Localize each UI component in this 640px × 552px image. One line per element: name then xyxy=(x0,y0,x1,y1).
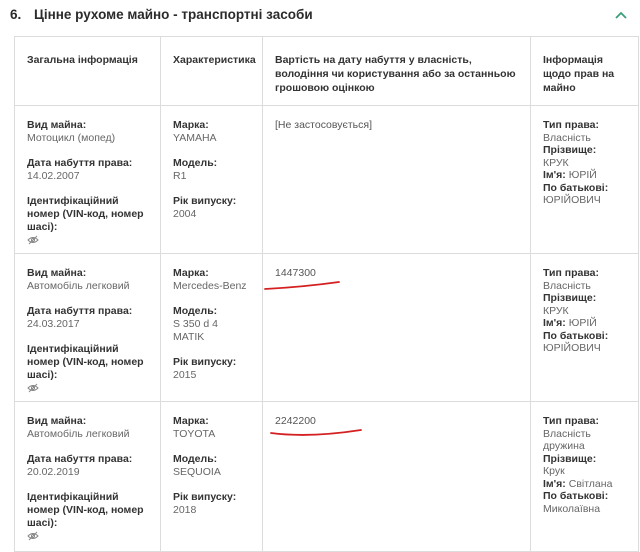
general-cell xyxy=(15,402,161,552)
rights-cell xyxy=(531,106,639,254)
value-text: 2242200 xyxy=(275,415,316,427)
value-cell xyxy=(263,106,531,254)
value-cell xyxy=(263,402,531,552)
year-label: Рік випуску: xyxy=(173,195,237,207)
model-label: Модель: xyxy=(173,157,218,169)
patronymic-label: По батькові: xyxy=(543,329,609,342)
model-value: SEQUOIA xyxy=(173,466,221,478)
right-type-value: Власність xyxy=(543,279,591,292)
year-label: Рік випуску: xyxy=(173,356,237,368)
name-value: ЮРІЙ xyxy=(568,317,597,329)
date-label: Дата набуття права: xyxy=(27,157,133,169)
kind-value: Автомобіль легковий xyxy=(27,280,130,292)
date-value: 14.02.2007 xyxy=(27,170,80,182)
kind-label: Вид майна: xyxy=(27,415,87,427)
characteristic-cell xyxy=(161,402,263,552)
model-value: S 350 d 4 MATIK xyxy=(173,318,218,343)
characteristic-cell xyxy=(161,106,263,254)
kind-label: Вид майна: xyxy=(27,119,87,131)
patronymic-value: ЮРІЙОВИЧ xyxy=(543,194,601,206)
name-value: Світлана xyxy=(568,477,613,490)
year-value: 2015 xyxy=(173,369,197,381)
kind-label: Вид майна: xyxy=(27,267,87,279)
model-label: Модель: xyxy=(173,453,218,465)
header-general: Загальна інформація xyxy=(15,37,161,106)
right-type-label: Тип права: xyxy=(543,415,599,427)
surname-label: Прізвище: xyxy=(543,144,597,156)
brand-label: Марка: xyxy=(173,415,209,427)
table-row xyxy=(15,106,639,254)
section-number: 6. xyxy=(10,7,22,22)
patronymic-value: Миколаївна xyxy=(543,502,601,515)
value-text: 1447300 xyxy=(275,267,316,279)
vehicles-table xyxy=(14,36,639,552)
right-type-label: Тип права: xyxy=(543,267,599,279)
eye-slash-icon xyxy=(27,531,39,541)
value-cell xyxy=(263,254,531,402)
date-label: Дата набуття права: xyxy=(27,453,133,465)
kind-value: Автомобіль легковий xyxy=(27,428,130,440)
name-label: Ім'я: xyxy=(543,317,566,329)
patronymic-label: По батькові: xyxy=(543,490,609,502)
table-row xyxy=(15,402,639,552)
name-label: Ім'я: xyxy=(543,169,566,181)
patronymic-label: По батькові: xyxy=(543,181,609,194)
year-label: Рік випуску: xyxy=(173,491,237,503)
table-row xyxy=(15,254,639,402)
general-cell xyxy=(15,106,161,254)
right-type-value: Власність xyxy=(543,131,591,144)
date-label: Дата набуття права: xyxy=(27,305,133,317)
rights-cell xyxy=(531,254,639,402)
value-text: [Не застосовується] xyxy=(275,119,372,131)
surname-value: Крук xyxy=(543,465,565,477)
surname-value: КРУК xyxy=(543,304,569,317)
vin-label: Ідентифікаційний номер (VIN-код, номер шасі): xyxy=(27,195,144,233)
characteristic-cell xyxy=(161,254,263,402)
header-characteristic: Характеристика xyxy=(161,37,263,106)
surname-label: Прізвище: xyxy=(543,452,597,465)
brand-value: Mercedes-Benz xyxy=(173,280,247,292)
name-value: ЮРІЙ xyxy=(568,169,597,181)
section-header[interactable] xyxy=(0,0,640,32)
general-cell xyxy=(15,254,161,402)
brand-value: TOYOTA xyxy=(173,428,216,440)
surname-label: Прізвище: xyxy=(543,292,597,304)
red-underline-mark xyxy=(263,278,353,292)
model-label: Модель: xyxy=(173,305,218,317)
red-underline-mark xyxy=(269,424,367,440)
vin-label: Ідентифікаційний номер (VIN-код, номер шасі): xyxy=(27,491,144,529)
kind-value: Мотоцикл (мопед) xyxy=(27,132,116,144)
brand-value: YAMAHA xyxy=(173,132,217,144)
name-label: Ім'я: xyxy=(543,477,566,490)
eye-slash-icon xyxy=(27,235,39,245)
eye-slash-icon xyxy=(27,383,39,393)
chevron-up-icon[interactable] xyxy=(614,9,628,23)
section-title: Цінне рухоме майно - транспортні засоби xyxy=(34,7,313,22)
patronymic-value: ЮРІЙОВИЧ xyxy=(543,342,601,354)
header-value: Вартість на дату набуття у власність, володіння чи користування або за останньою грошовою оцінкою xyxy=(263,37,531,106)
date-value: 20.02.2019 xyxy=(27,466,80,478)
brand-label: Марка: xyxy=(173,267,209,279)
year-value: 2018 xyxy=(173,504,197,516)
rights-cell xyxy=(531,402,639,552)
surname-value: КРУК xyxy=(543,156,569,169)
table-header-row xyxy=(15,37,639,106)
header-rights: Інформація щодо прав на майно xyxy=(531,37,639,106)
right-type-label: Тип права: xyxy=(543,119,599,131)
model-value: R1 xyxy=(173,170,187,182)
year-value: 2004 xyxy=(173,208,197,220)
right-type-value: Власність дружина xyxy=(543,427,591,452)
brand-label: Марка: xyxy=(173,119,209,131)
date-value: 24.03.2017 xyxy=(27,318,80,330)
vin-label: Ідентифікаційний номер (VIN-код, номер шасі): xyxy=(27,343,144,381)
